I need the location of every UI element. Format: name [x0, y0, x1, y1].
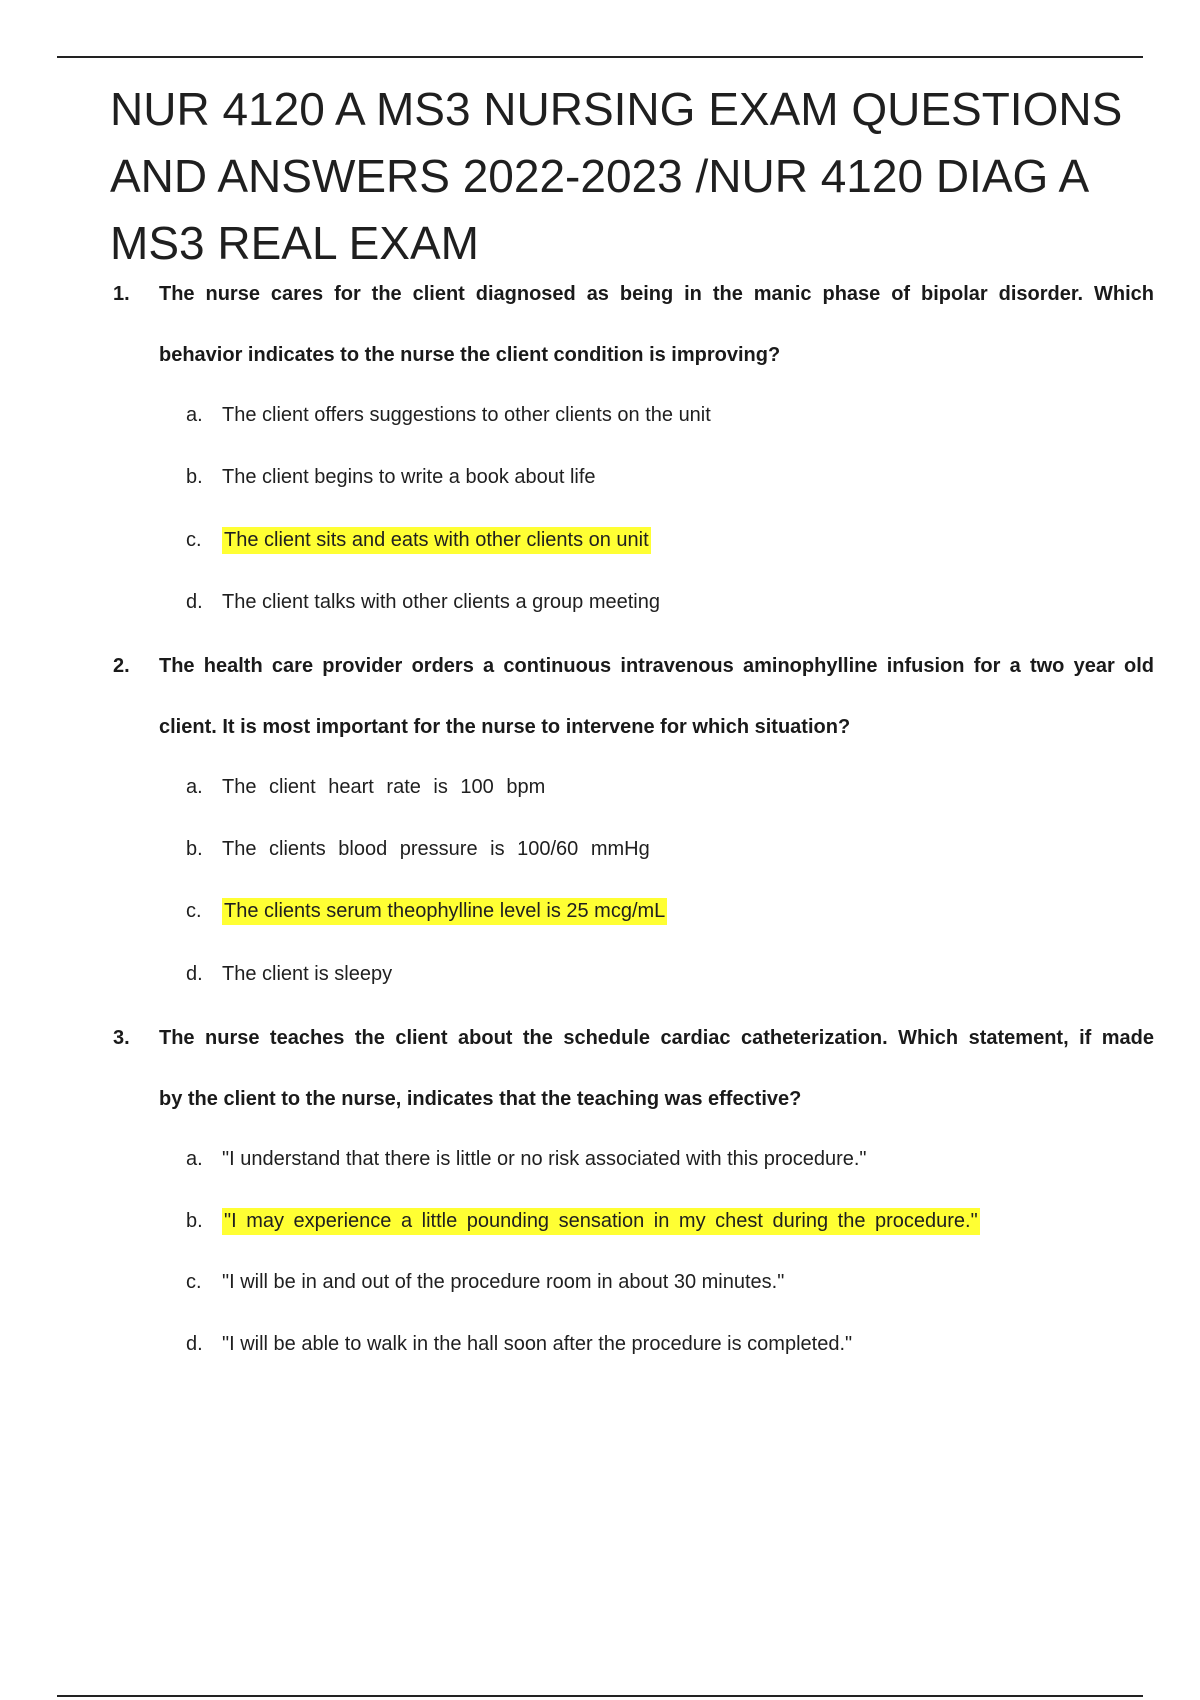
question-1-number: 1. [113, 283, 130, 305]
question-1-option-b [186, 464, 596, 490]
option-letter: a. [186, 1148, 203, 1170]
highlighted-answer: "I may experience a little pounding sensation in my chest during the procedure." [222, 1208, 980, 1235]
option-letter: c. [186, 529, 202, 551]
option-text: The client offers suggestions to other clients on the unit [222, 404, 711, 426]
question-2-option-c [186, 898, 667, 925]
option-text: The client heart rate is 100 bpm [222, 776, 546, 798]
option-letter: b. [186, 838, 203, 860]
option-letter: a. [186, 404, 203, 426]
question-line: behavior indicates to the nurse the client condition is improving? [159, 344, 781, 366]
title-line: MS3 REAL EXAM [110, 217, 479, 269]
option-text: The client talks with other clients a group meeting [222, 591, 660, 613]
question-3-option-d [186, 1331, 852, 1357]
question-3-text [159, 1026, 1154, 1111]
option-letter: b. [186, 1210, 203, 1232]
option-text: "I understand that there is little or no risk associated with this procedure." [222, 1148, 867, 1170]
top-divider [57, 56, 1143, 58]
question-1-option-d [186, 589, 660, 615]
option-text: "I will be able to walk in the hall soon after the procedure is completed." [222, 1333, 853, 1355]
option-letter: d. [186, 591, 203, 613]
question-2-text [159, 654, 1154, 739]
option-text: The clients blood pressure is 100/60 mmHg [222, 838, 650, 860]
bottom-divider [57, 1695, 1143, 1697]
question-3-number: 3. [113, 1027, 130, 1049]
option-letter: d. [186, 1333, 203, 1355]
option-letter: a. [186, 776, 203, 798]
question-1-text [159, 282, 1154, 367]
question-1-option-a [186, 402, 711, 428]
question-2-option-d [186, 961, 392, 987]
question-3-option-a [186, 1146, 867, 1172]
title-line: NUR 4120 A MS3 NURSING EXAM QUESTIONS [110, 83, 1123, 135]
question-1-option-c [186, 527, 651, 554]
option-letter: d. [186, 963, 203, 985]
highlighted-answer: The client sits and eats with other clients on unit [222, 527, 651, 554]
option-letter: c. [186, 900, 202, 922]
option-text: "I will be in and out of the procedure room in about 30 minutes." [222, 1271, 785, 1293]
document-title [110, 76, 1150, 277]
question-3-option-c [186, 1269, 784, 1295]
question-line: The nurse teaches the client about the schedule cardiac catheterization. Which statement, if made [159, 1027, 1154, 1049]
question-line: by the client to the nurse, indicates that the teaching was effective? [159, 1088, 802, 1110]
option-letter: b. [186, 466, 203, 488]
question-2-number: 2. [113, 655, 130, 677]
title-line: AND ANSWERS 2022-2023 /NUR 4120 DIAG A [110, 150, 1090, 202]
highlighted-answer: The clients serum theophylline level is 25 mcg/mL [222, 898, 667, 925]
option-text: The client begins to write a book about life [222, 466, 596, 488]
question-3-option-b [186, 1208, 980, 1235]
question-line: The health care provider orders a continuous intravenous aminophylline infusion for a two year old [159, 655, 1154, 677]
question-line: client. It is most important for the nurse to intervene for which situation? [159, 716, 851, 738]
question-2-option-a [186, 774, 545, 800]
question-2-option-b [186, 836, 650, 862]
question-line: The nurse cares for the client diagnosed as being in the manic phase of bipolar disorder. Which [159, 283, 1154, 305]
option-letter: c. [186, 1271, 202, 1293]
option-text: The client is sleepy [222, 963, 393, 985]
